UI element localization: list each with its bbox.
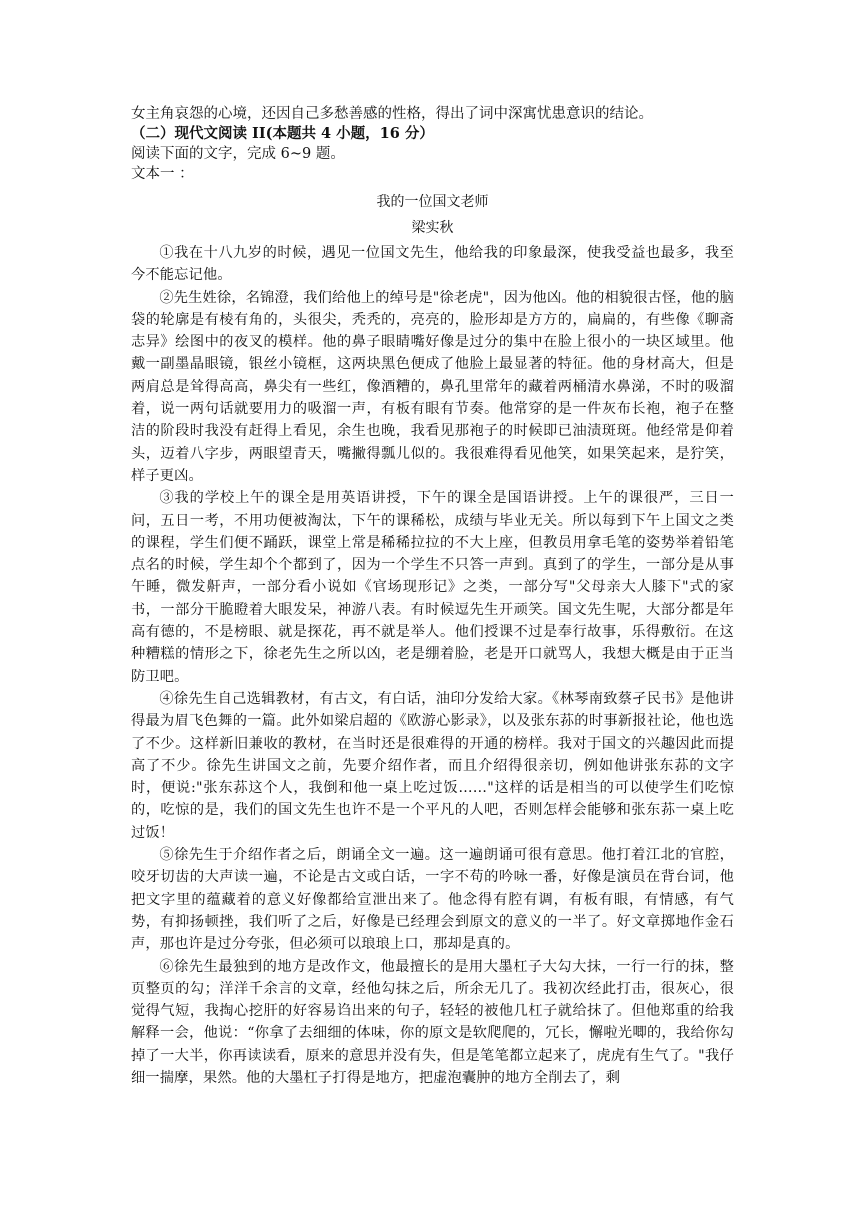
paragraph-3: ③我的学校上午的课全是用英语讲授，下午的课全是国语讲授。上午的课很严，三日一问，五日一考，不用功便被淘汰，下午的课稀松，成绩与毕业无关。所以每到下午上国文之类的课程，学生们便不踊跃，课堂上常是稀稀拉拉的不大上座，但教员用拿毛笔的姿势举着铅笔点名的时候，学生却个个都到了，因为一个学生不只答一声到。真到了的学生，一部分是从事午睡，微发鼾声，一部分看小说如《官场现形记》之类，一部分写"父母亲大人膝下"式的家书，一部分干脆瞪着大眼发呆，神游八表。有时候逗先生开顽笑。国文先生呢，大部分都是年高有德的，不是榜眼、就是探花，再不就是举人。他们授课不过是奉行故事，乐得敷衍。在这种糟糕的情形之下，徐老先生之所以凶，老是绷着脸，老是开口就骂人，我想大概是由于正当防卫吧。 [131,490,734,685]
document-page [131,104,734,1089]
article-title: 我的一位国文老师 [376,194,489,210]
section-heading: （二）现代文阅读 II(本题共 4 小题，16 分） [131,125,434,142]
paragraph-1: ①我在十八九岁的时候，遇见一位国文先生，他给我的印象最深，使我受益也最多，我至今不能忘记他。 [131,245,734,284]
text-label: 文本一 ： [131,166,194,182]
paragraph-4: ④徐先生自己选辑教材，有古文，有白话，油印分发给大家。《林琴南致蔡孑民书》是他讲得最为眉飞色舞的一篇。此外如梁启超的《欧游心影录》，以及张东荪的时事新报社论，他也选了不少。这样新旧兼收的教材，在当时还是很难得的开通的榜样。我对于国文的兴趣因此而提高了不少。徐先生讲国文之前，先要介绍作者，而且介绍得很亲切，例如他讲张东荪的文字时，便说:"张东荪这个人，我倒和他一桌上吃过饭……"这样的话是相当的可以使学生们吃惊的，吃惊的是，我们的国文先生也许不是一个平凡的人吧，否则怎样会能够和张东荪一桌上吃过饭！ [131,690,734,841]
paragraph-2: ②先生姓徐，名锦澄，我们给他上的绰号是"徐老虎"，因为他凶。他的相貌很古怪，他的脑袋的轮廓是有棱有角的，头很尖，秃秃的，亮亮的，脸形却是方方的，扁扁的，有些像《聊斋志异》绘图中的夜叉的模样。他的鼻子眼睛嘴好像是过分的集中在脸上很小的一块区域里。他戴一副墨晶眼镜，银丝小镜框，这两块黑色便成了他脸上最显著的特征。他的身材高大，但是两肩总是耸得高高，鼻尖有一些红，像酒糟的，鼻孔里常年的藏着两桶清水鼻涕，不时的吸溜着，说一两句话就要用力的吸溜一声，有板有眼有节奏。他常穿的是一件灰布长袍，袍子在整洁的阶段时我没有赶得上看见，余生也晚，我看见那袍子的时候即已油渍斑斑。他经常是仰着头，迈着八字步，两眼望青天，嘴撇得瓢儿似的。我很难得看见他笑，如果笑起来，是狞笑，样子更凶。 [131,289,734,484]
paragraph-5: ⑤徐先生于介绍作者之后，朗诵全文一遍。这一遍朗诵可很有意思。他打着江北的官腔，咬牙切齿的大声读一遍，不论是古文或白话，一字不苟的吟咏一番，好像是演员在背台词，他把文字里的蕴藏着的意义好像都给宣泄出来了。他念得有腔有调，有板有眼，有情感，有气势，有抑扬顿挫，我们听了之后，好像是已经理会到原文的意义的一半了。好文章掷地作金石声，那也许是过分夸张，但必须可以琅琅上口，那却是真的。 [131,847,734,953]
paragraph-6: ⑥徐先生最独到的地方是改作文，他最擅长的是用大墨杠子大勾大抹，一行一行的抹，整页整页的勾；洋洋千余言的文章，经他勾抹之后，所余无几了。我初次经此打击，很灰心，很觉得气短，我掏心挖肝的好容易诌出来的句子，轻轻的被他几杠子就给抹了。但他郑重的给我解释一会，他说：“你拿了去细细的体味，你的原文是软爬爬的，冗长，懈啦光唧的，我给你勾掉了一大半，你再读读看，原来的意思并没有失，但是笔笔都立起来了，虎虎有生气了。"我仔细一揣摩，果然。他的大墨杠子打得是地方，把虚泡囊肿的地方全削去了，剩 [131,958,734,1086]
intro-line: 女主角哀怨的心境，还因自己多愁善感的性格，得出了词中深寓忧患意识的结论。 [131,106,653,122]
reading-instruction: 阅读下面的文字，完成 6~9 题。 [131,146,345,162]
article-author: 梁实秋 [411,220,454,236]
